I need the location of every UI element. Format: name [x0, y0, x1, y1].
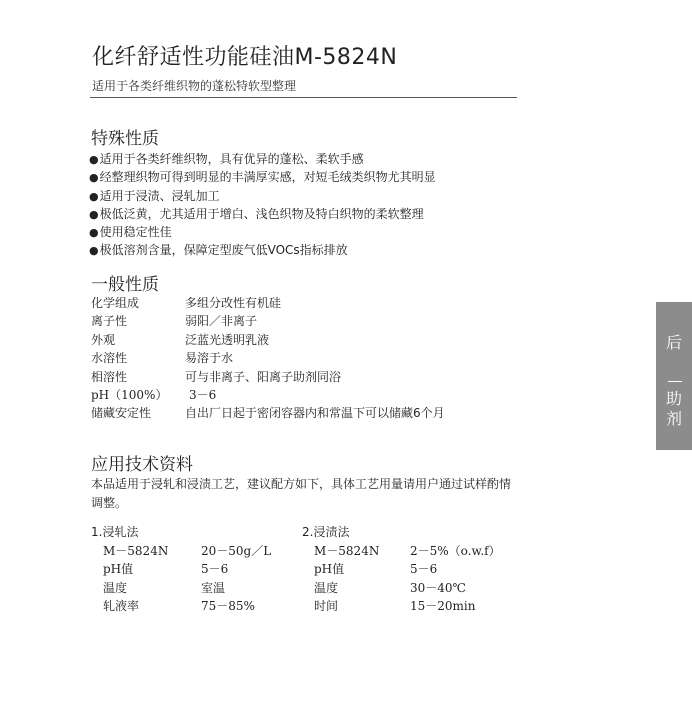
method-row — [302, 579, 466, 598]
method-key: M－5824N — [103, 543, 169, 558]
method-row — [91, 560, 229, 579]
bullet-icon: ● — [89, 207, 99, 221]
method-key: pH值 — [103, 562, 134, 576]
side-tab-char: 剂 — [666, 409, 683, 428]
feature-item: ●经整理织物可得到明显的丰满厚实感，对短毛绒类织物尤其明显 — [89, 170, 436, 185]
property-value: 易溶于水 — [185, 351, 234, 366]
product-subtitle: 适用于各类纤维织物的蓬松特软型整理 — [92, 79, 297, 93]
method-value: 20－50g／L — [201, 543, 272, 558]
property-value: 可与非离子、阳离子助剂同浴 — [185, 369, 342, 384]
bullet-icon: ● — [89, 189, 99, 203]
application-heading: 应用技术资料 — [91, 455, 193, 475]
method-value: 30－40℃ — [410, 580, 466, 595]
method-key: 温度 — [103, 580, 128, 595]
product-title: 化纤舒适性功能硅油M-5824N — [92, 45, 398, 70]
method-title: 2.浸渍法 — [302, 525, 350, 539]
features-list — [89, 150, 436, 260]
feature-item: ●适用于浸渍、浸轧加工 — [89, 188, 220, 203]
method-value: 室温 — [201, 580, 226, 595]
property-label: 离子性 — [91, 314, 128, 329]
method-key: 轧液率 — [103, 599, 140, 613]
side-tab-char: 后 — [666, 333, 683, 352]
method-key: 温度 — [314, 580, 339, 595]
method-row — [91, 579, 226, 598]
method-row — [302, 542, 501, 561]
method-row — [91, 597, 255, 616]
feature-item: ●极低泛黄，尤其适用于增白、浅色织物及特白织物的柔软整理 — [89, 206, 424, 221]
property-label: 水溶性 — [91, 351, 128, 366]
property-value: 自出厂日起于密闭容器内和常温下可以储藏6个月 — [185, 406, 445, 421]
property-label: 相溶性 — [91, 369, 128, 384]
header-divider — [90, 97, 517, 98]
method-key: 时间 — [314, 599, 339, 613]
property-value: 3－6 — [189, 387, 217, 402]
method-value: 75－85% — [201, 599, 255, 613]
method-value: 15－20min — [410, 599, 476, 613]
method-title: 1.浸轧法 — [91, 525, 139, 539]
method-value: 2－5%（o.w.f） — [410, 543, 501, 558]
feature-item: ●使用稳定性佳 — [89, 225, 172, 240]
property-value: 弱阳／非离子 — [185, 314, 258, 329]
side-tab-divider — [668, 381, 682, 382]
bullet-icon: ● — [89, 244, 99, 258]
side-tab-char: 助 — [666, 389, 683, 408]
method-key: pH值 — [314, 562, 345, 576]
feature-item: ●适用于各类纤维织物，具有优异的蓬松、柔软手感 — [89, 152, 364, 166]
property-value: 泛蓝光透明乳液 — [185, 332, 270, 347]
features-heading: 特殊性质 — [91, 129, 159, 149]
properties-heading: 一般性质 — [91, 275, 159, 295]
method-value: 5－6 — [410, 562, 438, 576]
method-key: M－5824N — [314, 543, 380, 558]
property-label: pH（100%） — [91, 387, 168, 402]
method-value: 5－6 — [201, 562, 229, 576]
method-row — [302, 597, 476, 616]
padding-method — [91, 523, 272, 616]
property-value: 多组分改性有机硅 — [185, 296, 282, 310]
method-row — [302, 560, 438, 579]
bullet-icon: ● — [89, 226, 99, 240]
property-label: 储藏安定性 — [91, 406, 152, 421]
feature-item: ●极低溶剂含量，保障定型废气低VOCs指标排放 — [89, 243, 348, 258]
property-label: 外观 — [91, 332, 116, 347]
bullet-icon: ● — [89, 171, 99, 185]
side-category-tab — [656, 302, 692, 450]
bullet-icon: ● — [89, 153, 99, 166]
method-row — [91, 542, 272, 561]
application-paragraph: 本品适用于浸轧和浸渍工艺，建议配方如下，具体工艺用量请用户通过试样酌情调整。 — [91, 477, 512, 510]
property-label: 化学组成 — [91, 296, 140, 310]
dipping-method — [302, 523, 501, 616]
